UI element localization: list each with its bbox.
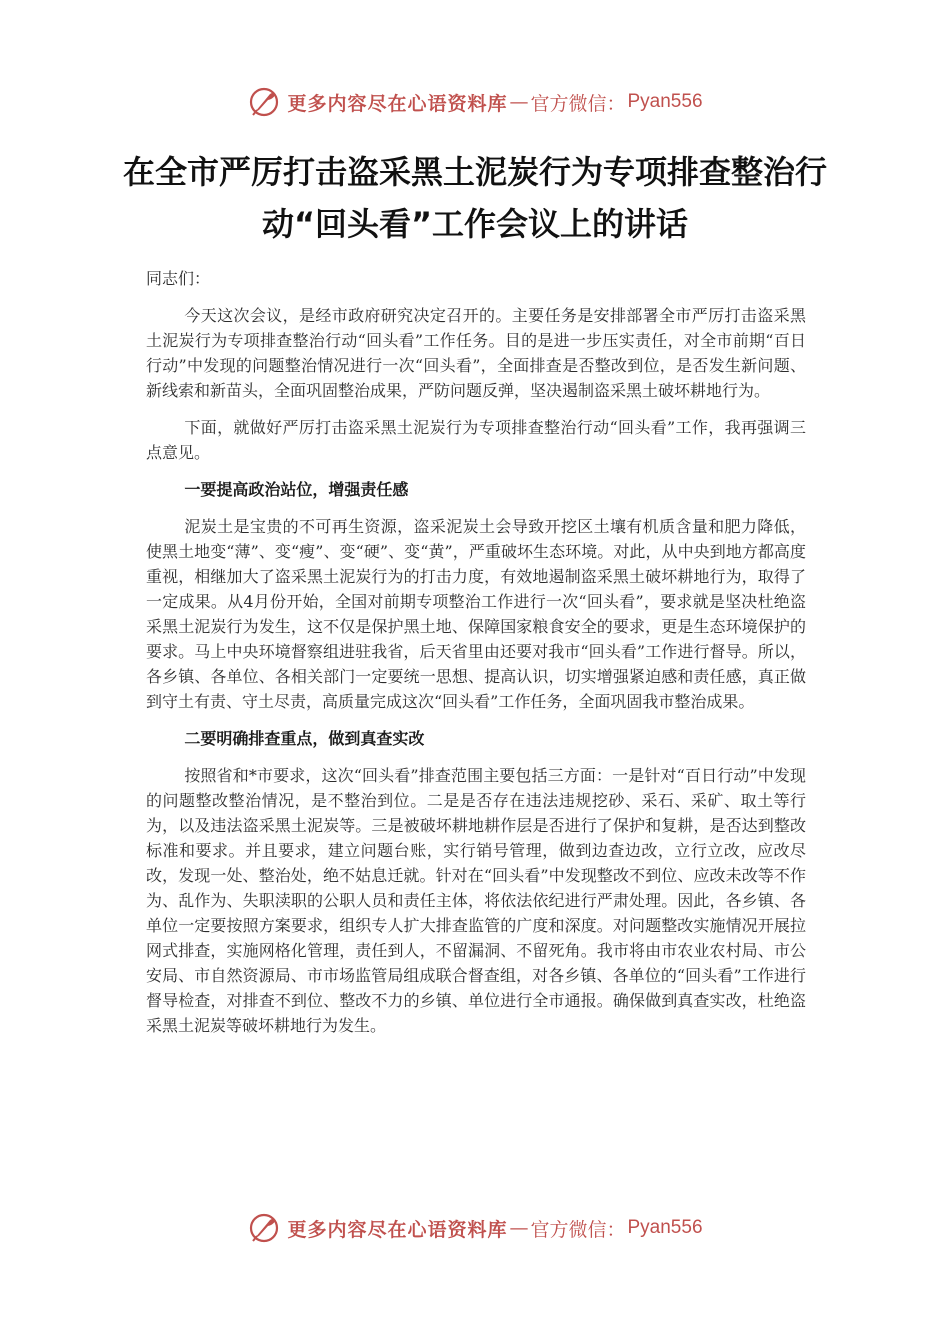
section-paragraph: 按照省和*市要求，这次“回头看”排查范围主要包括三方面：一是针对“百日行动”中发现的问题整改整治情况，是不整治到位。二是是否存在违法违规挖砂、采石、采矿、取土等行为，以及违法盗采黑土泥炭等。三是被破坏耕地耕作层是否进行了保护和复耕，是否达到整改标准和要求。并且要求，建立问题台账，实行销号管理，做到边查边改，立行立改，应改尽改，发现一处、整治处，绝不姑息迁就。针对在“回头看”中发现整改不到位、应改未改等不作为、乱作为、失职渎职的公职人员和责任主体，将依法依纪进行严肃处理。因此，各乡镇、各单位一定要按照方案要求，组织专人扩大排查监管的广度和深度。对问题整改实施情况开展拉网式排查，实施网格化管理，责任到人，不留漏洞、不留死角。我市将由市农业农村局、市公安局、市自然资源局、市市场监管局组成联合督查组，对各乡镇、各单位的“回头看”工作进行督导检查，对排查不到位、整改不力的乡镇、单位进行全市通报。确保做到真查实改，杜绝盗采黑土泥炭等破坏耕地行为发生。	[146, 766, 806, 1035]
banner-contact-id: Pyan556	[627, 91, 703, 112]
section-paragraph: 泥炭土是宝贵的不可再生资源，盗采泥炭土会导致开挖区土壤有机质含量和肥力降低，使黑土地变“薄”、变“瘦”、变“硬”、变“黄”，严重破坏生态环境。对此，从中央到地方都高度重视，相继加大了盗采黑土泥炭行为的打击力度，有效地遏制盗采黑土破坏耕地行为，取得了一定成果。从4月份开始，全国对前期专项整治工作进行一次“回头看”，要求就是坚决杜绝盗采黑土泥炭行为发生，这不仅是保护黑土地、保障国家粮食安全的要求，更是生态环境保护的要求。马上中央环境督察组进驻我省，后天省里由还要对我市“回头看”工作进行督导。所以，各乡镇、各单位、各相关部门一定要统一思想、提高认识，切实增强紧迫感和责任感，真正做到守土有责、守土尽责，高质量完成这次“回头看”工作任务，全面巩固我市整治成果。	[146, 517, 806, 711]
banner-slogan: 更多内容尽在心语资料库	[287, 1218, 508, 1241]
banner-contact-label: 官方微信：	[530, 1218, 626, 1241]
salutation: 同志们：	[146, 269, 211, 288]
footer-banner	[0, 1208, 950, 1248]
banner-contact-label: 官方微信：	[530, 92, 626, 115]
banner-separator: —	[509, 91, 529, 113]
banner-slogan: 更多内容尽在心语资料库	[287, 92, 508, 115]
intro-paragraph: 下面，就做好严厉打击盗采黑土泥炭行为专项排查整治行动“回头看”工作，我再强调三点意见。	[146, 418, 806, 462]
feather-pen-logo-icon	[247, 1211, 281, 1245]
header-banner	[0, 82, 950, 122]
intro-paragraph: 今天这次会议，是经市政府研究决定召开的。主要任务是安排部署全市严厉打击盗采黑土泥炭行为专项排查整治行动“回头看”工作任务。目的是进一步压实责任，对全市前期“百日行动”中发现的问题整治情况进行一次“回头看”，全面排查是否整改到位，是否发生新问题、新线索和新苗头，全面巩固整治成果，严防问题反弹，坚决遏制盗采黑土破坏耕地行为。	[146, 306, 806, 400]
section-heading: 二要明确排查重点，做到真查实改	[184, 729, 425, 748]
section-heading: 一要提高政治站位，增强责任感	[184, 480, 409, 499]
feather-pen-logo-icon	[247, 85, 281, 119]
banner-contact-id: Pyan556	[627, 1217, 703, 1238]
document-title: 在全市严厉打击盗采黑土泥炭行为专项排查整治行动“回头看”工作会议上的讲话	[122, 153, 827, 243]
banner-separator: —	[509, 1217, 529, 1239]
document-body	[146, 266, 806, 1050]
